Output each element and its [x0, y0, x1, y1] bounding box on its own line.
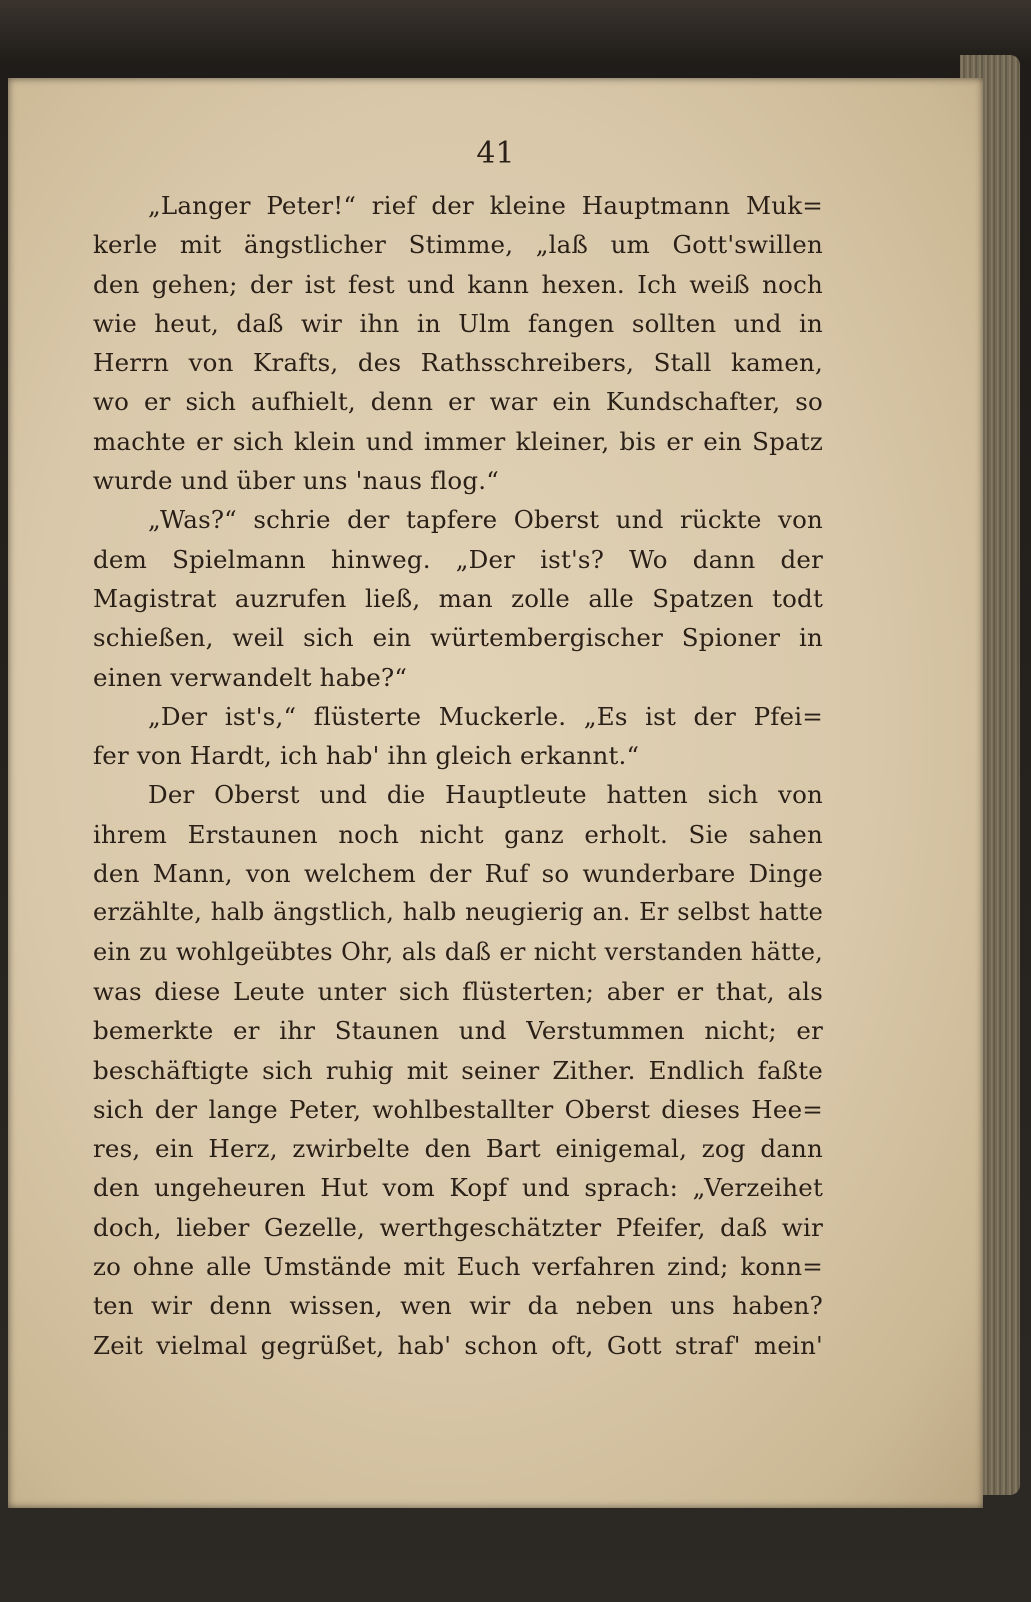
text-line: ihrem Erstaunen noch nicht ganz erholt. Sie sahen: [93, 819, 823, 849]
text-line: beschäftigte sich ruhig mit seiner Zither. Endlich faßte: [93, 1055, 823, 1085]
text-line: wurde und über uns 'naus flog.“: [93, 466, 499, 496]
text-line: „Langer Peter!“ rief der kleine Hauptmann Muk=: [148, 191, 823, 220]
text-line: „Der ist's,“ flüsterte Muckerle. „Es ist der Pfei=: [148, 701, 823, 731]
body-text: [93, 186, 823, 1365]
text-line: dem Spielmann hinweg. „Der ist's? Wo dann der: [93, 544, 823, 574]
text-line: ein zu wohlgeübtes Ohr, als daß er nicht verstanden hätte,: [93, 937, 823, 966]
text-line: wie heut, daß wir ihn in Ulm fangen sollten und in: [93, 308, 823, 338]
text-line: einen verwandelt habe?“: [93, 662, 408, 692]
text-line: zo ohne alle Umstände mit Euch verfahren zind; konn=: [93, 1252, 823, 1282]
text-line: Der Oberst und die Hauptleute hatten sich von: [148, 780, 823, 810]
text-line: ten wir denn wissen, wen wir da neben uns haben?: [93, 1291, 823, 1321]
text-line: doch, lieber Gezelle, werthgeschätzter Pfeifer, daß wir: [93, 1212, 823, 1242]
text-line: was diese Leute unter sich flüsterten; aber er that, als: [93, 976, 823, 1006]
text-line: kerle mit ängstlicher Stimme, „laß um Gott'swillen: [93, 230, 823, 260]
text-line: Magistrat auzrufen ließ, man zolle alle Spatzen todt: [93, 583, 823, 613]
text-line: schießen, weil sich ein würtembergischer Spioner in: [93, 623, 823, 653]
text-line: res, ein Herz, zwirbelte den Bart einigemal, zog dann: [93, 1134, 823, 1164]
text-line: den ungeheuren Hut vom Kopf und sprach: „Verzeihet: [93, 1173, 823, 1203]
book-page: [8, 78, 983, 1508]
text-line: bemerkte er ihr Staunen und Verstummen nicht; er: [93, 1016, 823, 1046]
text-line: den Mann, von welchem der Ruf so wunderbare Dinge: [93, 859, 823, 889]
text-line: machte er sich klein und immer kleiner, bis er ein Spatz: [93, 426, 823, 456]
text-line: Zeit vielmal gegrüßet, hab' schon oft, Gott straf' mein': [93, 1330, 823, 1360]
text-line: sich der lange Peter, wohlbestallter Oberst dieses Hee=: [93, 1094, 823, 1124]
text-line: erzählte, halb ängstlich, halb neugierig an. Er selbst hatte: [93, 898, 823, 927]
text-line: wo er sich aufhielt, denn er war ein Kundschafter, so: [93, 387, 823, 417]
text-line: den gehen; der ist fest und kann hexen. Ich weiß noch: [93, 269, 823, 299]
text-line: „Was?“ schrie der tapfere Oberst und rückte von: [148, 505, 823, 535]
page-number: 41: [476, 136, 515, 171]
text-line: Herrn von Krafts, des Rathsschreibers, Stall kamen,: [93, 348, 823, 378]
text-line: fer von Hardt, ich hab' ihn gleich erkannt.“: [93, 741, 640, 771]
